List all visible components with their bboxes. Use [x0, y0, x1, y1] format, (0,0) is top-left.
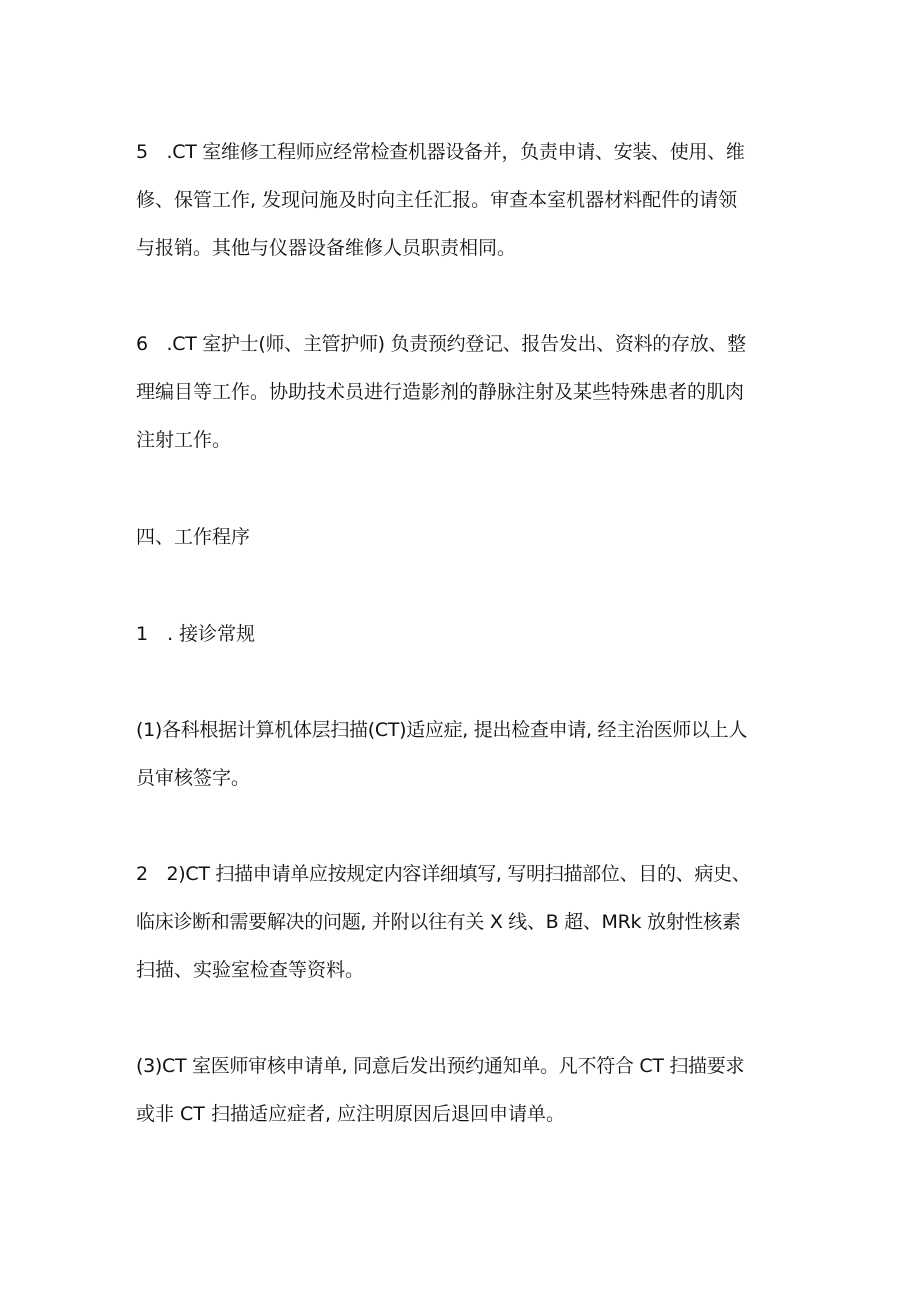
paragraph-ct-nurse [136, 320, 788, 464]
subsection-heading: 1 . 接诊常规 [136, 623, 256, 645]
text-line: 6 .CT 室护士(师、主管护师) 负责预约登记、报告发出、资料的存放、整 [136, 333, 746, 355]
text-line: 与报销。其他与仪器设备维修人员职责相同。 [136, 237, 517, 259]
text-line: 5 .CT 室维修工程师应经常检查机器设备并，负责申请、安装、使用、维 [136, 141, 745, 163]
section-heading: 四、工作程序 [136, 526, 251, 548]
paragraph-item-3 [136, 1042, 788, 1138]
paragraph-item-2 [136, 850, 788, 994]
text-line: 修、保管工作, 发现问施及时向主任汇报。审查本室机器材料配件的请领 [136, 189, 738, 211]
paragraph-item-1 [136, 706, 788, 802]
text-line: (3)CT 室医师审核申请单, 同意后发出预约通知单。凡不符合 CT 扫描要求 [136, 1055, 745, 1077]
text-line: 临床诊断和需要解决的问题, 并附以往有关 X 线、B 超、MRk 放射性核素 [136, 911, 741, 933]
text-line: (1)各科根据计算机体层扫描(CT)适应症, 提出检查申请, 经主治医师以上人 [136, 719, 748, 741]
text-line: 扫描、实验室检查等资料。 [136, 959, 365, 981]
text-line: 理编目等工作。协助技术员进行造影剂的静脉注射及某些特殊患者的肌肉 [136, 381, 745, 403]
section-heading-work-procedure [136, 513, 788, 561]
text-line: 注射工作。 [136, 429, 232, 451]
paragraph-ct-maintenance-engineer [136, 128, 788, 272]
subheading-reception-routine [136, 610, 788, 658]
text-line: 或非 CT 扫描适应症者, 应注明原因后退回申请单。 [136, 1103, 566, 1125]
text-line: 员审核签字。 [136, 767, 251, 789]
text-line: 2 2)CT 扫描申请单应按规定内容详细填写, 写明扫描部位、目的、病史、 [136, 863, 751, 885]
